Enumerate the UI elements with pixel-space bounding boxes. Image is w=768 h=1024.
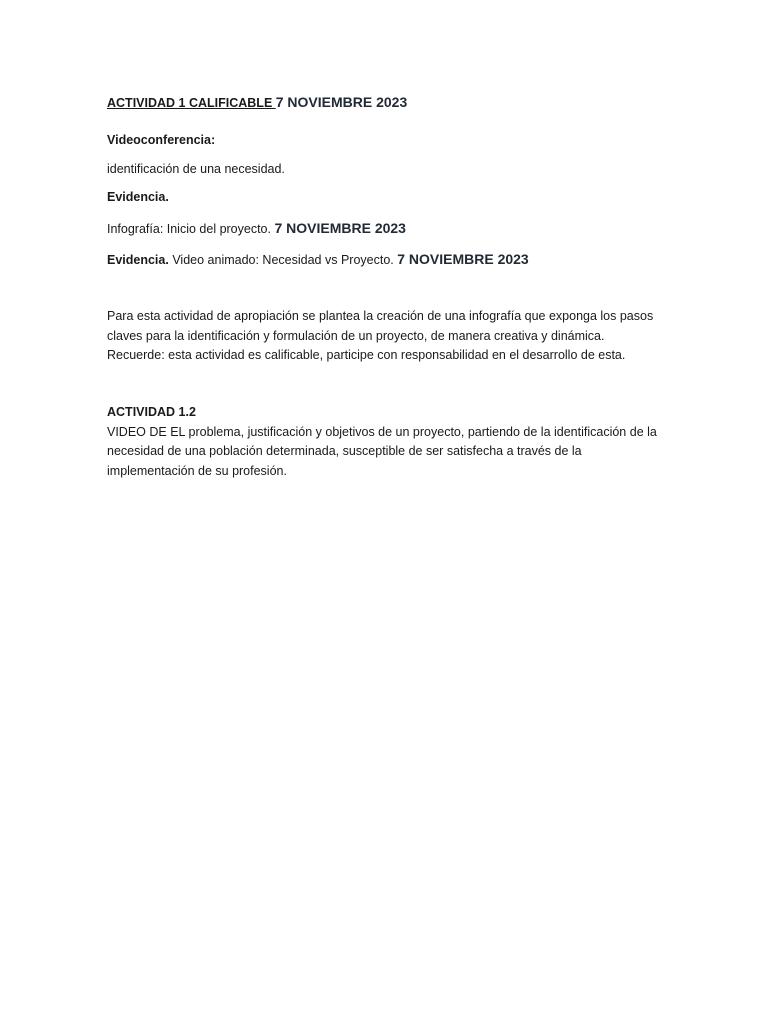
activity-title-line (107, 94, 407, 111)
activity-1-2-line-3: implementación de su profesión. (107, 463, 287, 478)
instructions-paragraph (107, 307, 677, 366)
activity-1-2-line-2: necesidad de una población determinada, susceptible de ser satisfecha a través de la (107, 444, 582, 458)
instructions-line-3: Recuerde: esta actividad es calificable, participe con responsabilidad en el desarrollo de esta. (107, 348, 626, 362)
evidencia-video-line (107, 251, 529, 268)
infografia-line (107, 220, 406, 237)
infografia-text: Infografía: Inicio del proyecto. (107, 222, 275, 236)
activity-title: ACTIVIDAD 1 CALIFICABLE (107, 96, 276, 110)
activity-1-2-section (107, 403, 677, 481)
activity-1-2-heading: ACTIVIDAD 1.2 (107, 405, 196, 419)
activity-date: 7 NOVIEMBRE 2023 (275, 94, 408, 110)
instructions-line-2: claves para la identificación y formulación de un proyecto, de manera creativa y dinámica. (107, 328, 605, 343)
videoconferencia-heading: Videoconferencia: (107, 133, 216, 147)
instructions-line-1: Para esta actividad de apropiación se plantea la creación de una infografía que exponga los pasos (107, 309, 654, 323)
evidencia-video-date: 7 NOVIEMBRE 2023 (397, 251, 529, 267)
evidencia-video-label: Evidencia. (107, 253, 169, 267)
evidencia-heading: Evidencia. (107, 190, 169, 204)
infografia-date: 7 NOVIEMBRE 2023 (274, 220, 406, 236)
videoconferencia-text: identificación de una necesidad. (107, 162, 285, 176)
activity-1-2-line-1: VIDEO DE EL problema, justificación y objetivos de un proyecto, partiendo de la identificación de la (107, 424, 657, 439)
evidencia-video-text: Video animado: Necesidad vs Proyecto. (168, 253, 398, 267)
